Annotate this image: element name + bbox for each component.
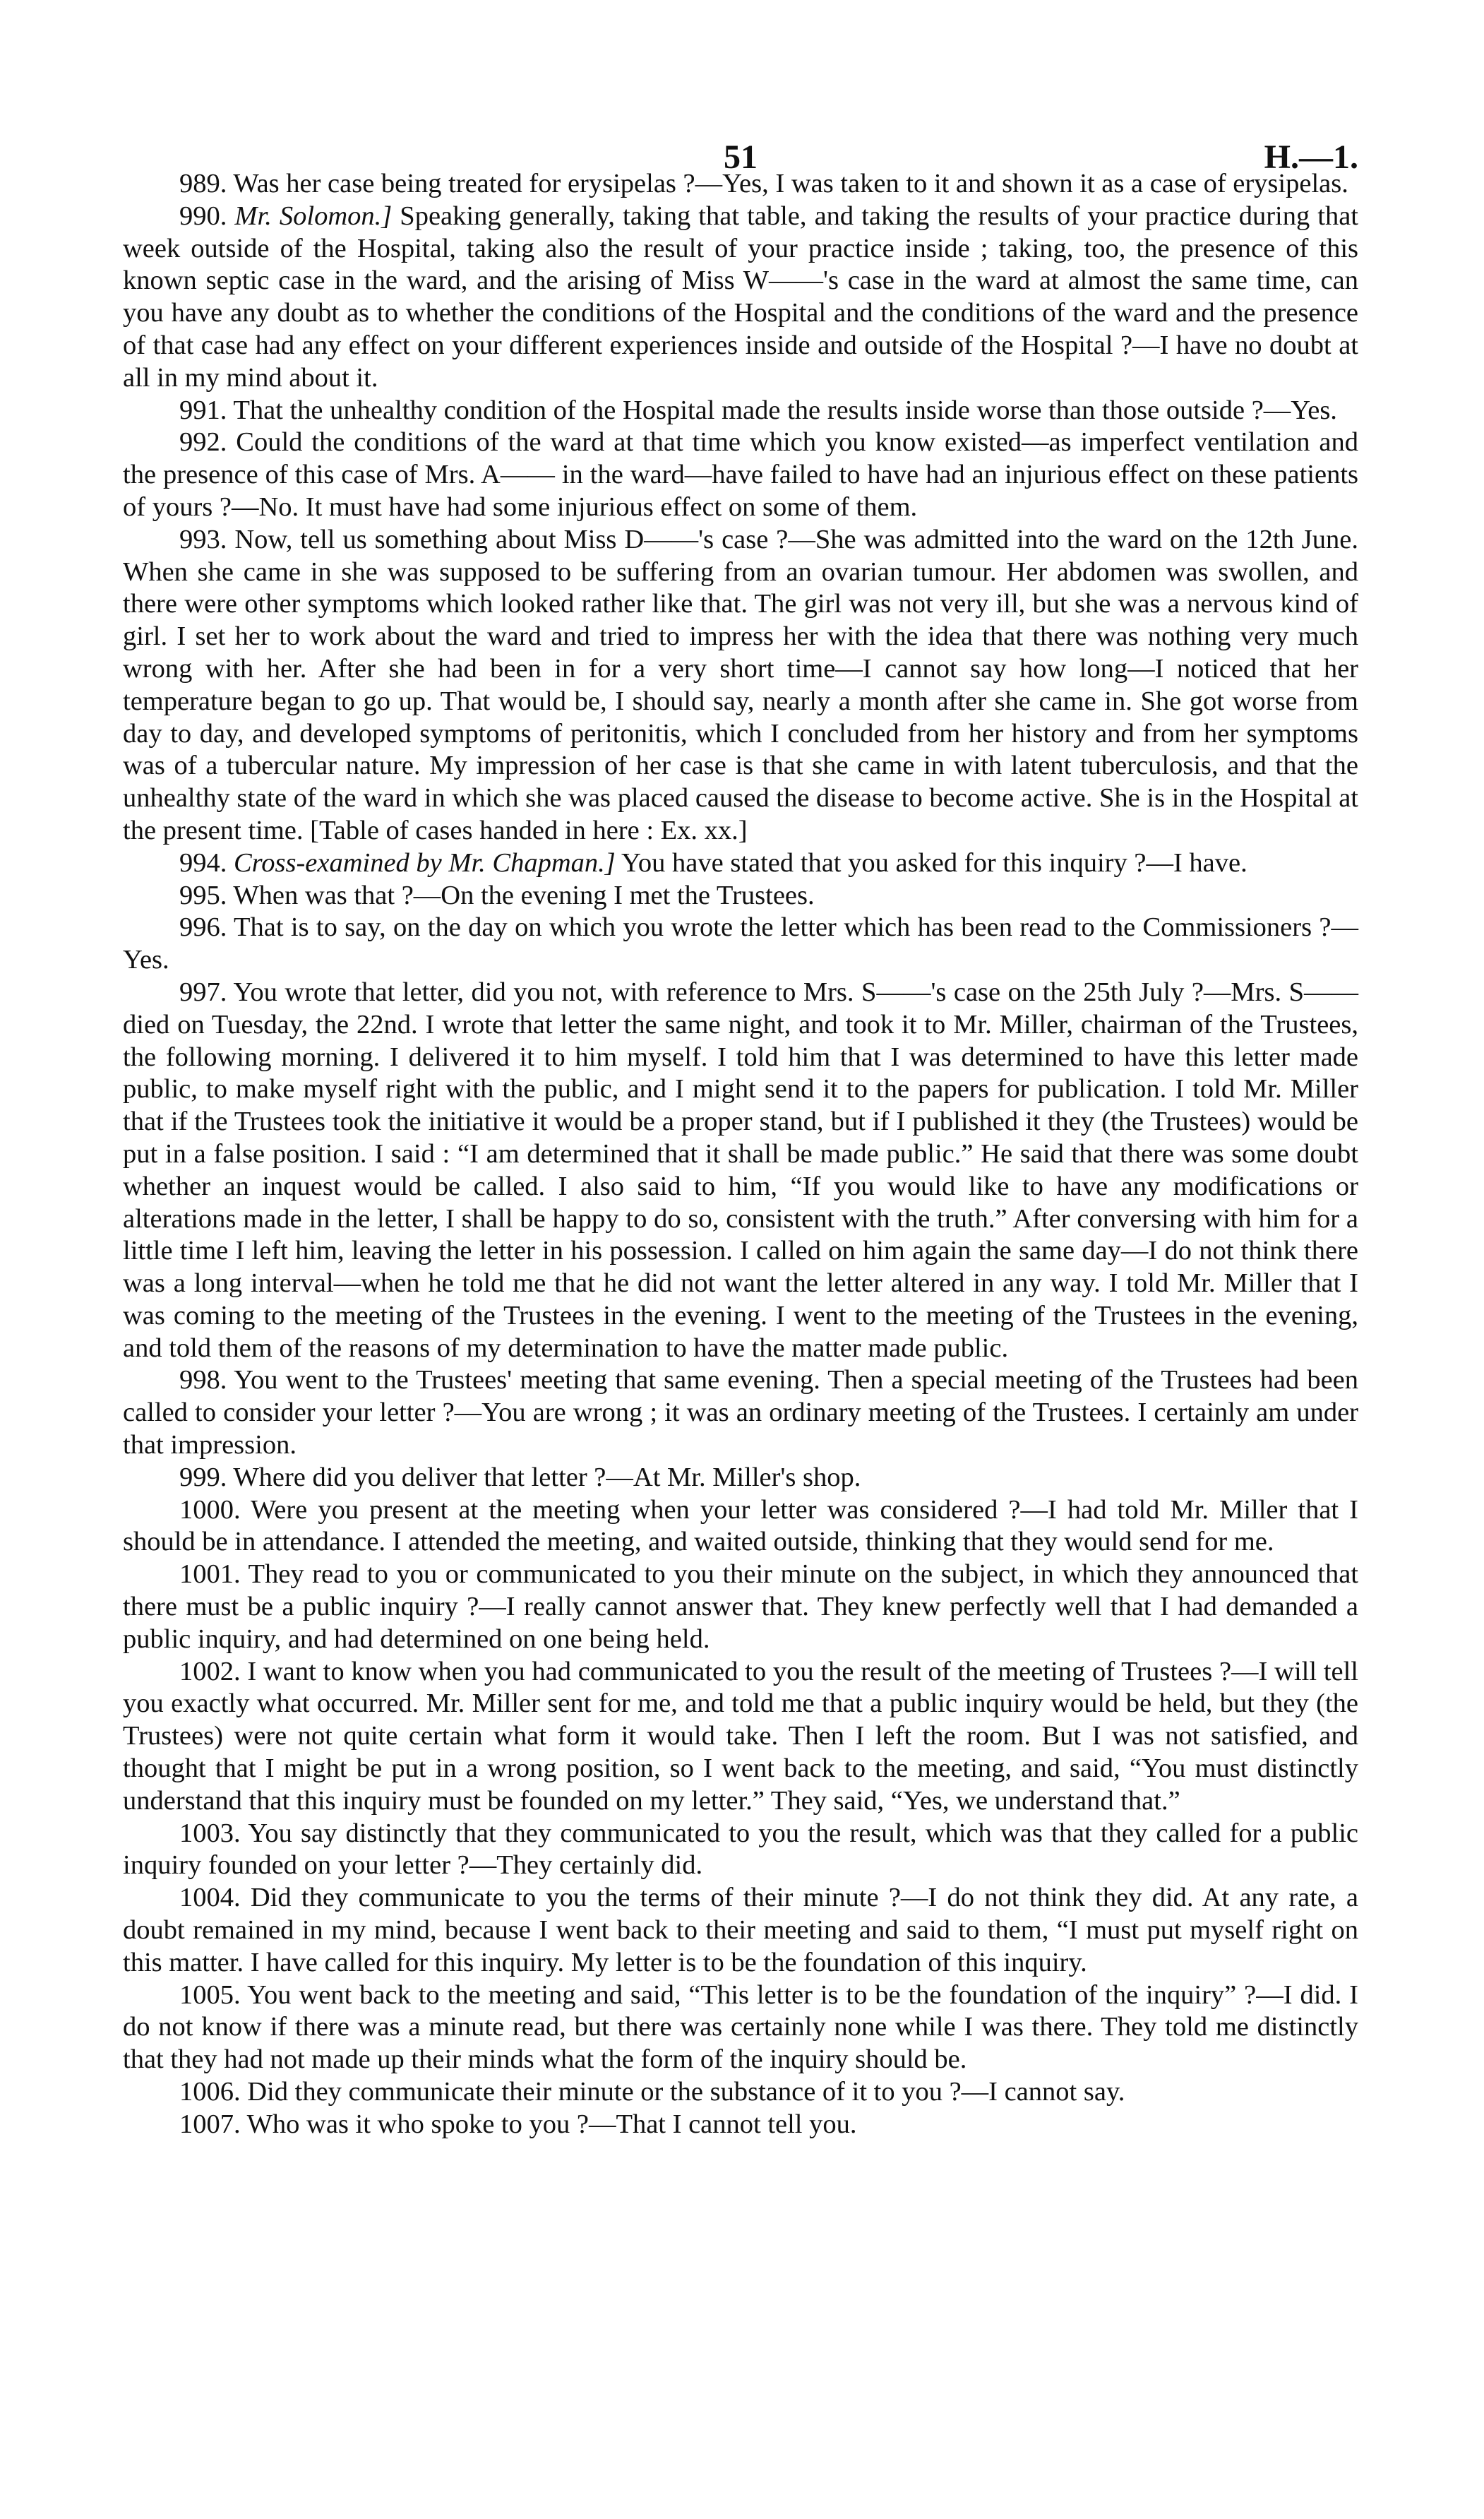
question-number: 1001. [179, 1559, 241, 1590]
question-paragraph [123, 977, 1358, 1365]
question-text: You went back to the meeting and said, “This letter is to be the foundation of the inquiry” ?—I did. I do not know if there was a minute read, but there was certainly none while I was there. They told me distinctly that they had not made up their minds what the form of the inquiry should be. [123, 1979, 1358, 2075]
speaker-lead: Cross-examined by Mr. Chapman.] [234, 847, 616, 878]
speaker-lead: Mr. Solomon.] [234, 201, 393, 231]
question-number: 991. [179, 395, 227, 425]
question-paragraph [123, 2076, 1358, 2109]
question-text: I want to know when you had communicated to you the result of the meeting of Trustees ?—I will tell you exactly what occurred. Mr. Miller sent for me, and told me that a public inquiry would be held, but they (the Trustees) were not quite certain what form it would take. Then I left the room. But I was not satisfied, and thought that I might be put in a wrong position, so I went back to the meeting, and said, “You must distinctly understand that this inquiry must be founded on my letter.” They said, “Yes, we understand that.” [123, 1656, 1359, 1816]
question-text: Were you present at the meeting when your letter was considered ?—I had told Mr. Miller that I should be in attendance. I attended the meeting, and waited outside, thinking that they would send for me. [123, 1494, 1358, 1557]
question-paragraph [123, 1462, 1358, 1494]
question-number: 1004. [179, 1883, 241, 1913]
question-paragraph [123, 201, 1358, 395]
question-text: That the unhealthy condition of the Hospital made the results inside worse than those outside ?—Yes. [233, 395, 1337, 425]
question-number: 1006. [179, 2077, 241, 2107]
question-text: You have stated that you asked for this inquiry ?—I have. [621, 847, 1247, 878]
question-number: 996. [179, 912, 227, 943]
question-number: 1002. [179, 1656, 241, 1686]
document-body [123, 168, 1358, 2141]
question-text: Who was it who spoke to you ?—That I cannot tell you. [246, 2109, 857, 2139]
question-paragraph [123, 1818, 1358, 1883]
question-number: 993. [179, 524, 227, 554]
question-paragraph [123, 847, 1358, 880]
question-paragraph [123, 1979, 1358, 2076]
question-text: Speaking generally, taking that table, and taking the results of your practice during that week outside of the Hospital, taking also the result of your practice inside ; taking, too, the presence of this known septic case in the ward, and the arising of Miss W——'s case in the ward at almost the same time, can you have any doubt as to whether the conditions of the Hospital and the conditions of the ward and the presence of that case had any effect on your different experiences inside and outside of the Hospital ?—I have no doubt at all in my mind about it. [123, 201, 1359, 393]
question-number: 1003. [179, 1818, 241, 1848]
question-number: 990. [179, 201, 227, 231]
question-text: You wrote that letter, did you not, with reference to Mrs. S——'s case on the 25th July ?—Mrs. S—— died on Tuesday, the 22nd. I wrote that letter the same night, and took it to Mr. Miller, chairman of the Trustees, the following morning. I delivered it to him myself. I told him that I was determined to have this letter made public, to make myself right with the public, and I might send it to the papers for publication. I told Mr. Miller that if the Trustees took the initiative it would be a proper stand, but if I published it they (the Trustees) would be put in a false position. I said : “I am determined that it shall be made public.” He said that there was some doubt whether an inquest would be called. I also said to him, “If you would like to have any modifications or alterations made in the letter, I shall be happy to do so, consistent with the truth.” After conversing with him for a little time I left him, leaving the letter in his possession. I called on him again the same day—I do not think there was a long interval—when he told me that he did not want the letter altered in any way. I told Mr. Miller that I was coming to the meeting of the Trustees in the evening. I went to the meeting of the Trustees in the evening, and told them of the reasons of my determination to have the matter made public. [123, 977, 1359, 1363]
question-text: They read to you or communicated to you their minute on the subject, in which they announced that there must be a public inquiry ?—I really cannot answer that. They knew perfectly well that I had demanded a public inquiry, and had determined on one being held. [123, 1559, 1358, 1654]
question-number: 994. [179, 847, 227, 878]
question-paragraph [123, 427, 1358, 523]
question-paragraph [123, 395, 1358, 427]
question-text: Now, tell us something about Miss D——'s case ?—She was admitted into the ward on the 12th June. When she came in she was supposed to be suffering from an ovarian tumour. Her abdomen was swollen, and there were other symptoms which looked rather like that. The girl was not very ill, but she was a nervous kind of girl. I set her to work about the ward and tried to impress her with the idea that there was nothing very much wrong with her. After she had been in for a very short time—I cannot say how long—I noticed that her temperature began to go up. That would be, I should say, nearly a month after she came in. She got worse from day to day, and developed symptoms of peritonitis, which I concluded from her history and from her symptoms was of a tubercular nature. My impression of her case is that she came in with latent tuberculosis, and that the unhealthy state of the ward in which she was placed caused the disease to become active. She is in the Hospital at the present time. [Table of cases handed in here : Ex. xx.] [123, 524, 1358, 845]
question-number: 1000. [179, 1494, 241, 1525]
page-number: 51 [724, 138, 758, 176]
question-paragraph [123, 1559, 1358, 1655]
question-text: That is to say, on the day on which you wrote the letter which has been read to the Commissioners ?—Yes. [123, 912, 1358, 975]
question-text: You say distinctly that they communicated to you the result, which was that they called for a public inquiry founded on your letter ?—They certainly did. [123, 1818, 1358, 1881]
question-text: When was that ?—On the evening I met the Trustees. [233, 880, 815, 910]
series-label: H.—1. [1264, 138, 1358, 176]
question-number: 995. [179, 880, 227, 910]
question-number: 999. [179, 1462, 227, 1492]
question-text: Did they communicate to you the terms of their minute ?—I do not think they did. At any rate, a doubt remained in my mind, because I went back to their meeting and said to them, “I must put myself right on this matter. I have called for this inquiry. My letter is to be the foundation of this inquiry. [123, 1883, 1359, 1977]
question-text: You went to the Trustees' meeting that same evening. Then a special meeting of the Trustees had been called to consider your letter ?—You are wrong ; it was an ordinary meeting of the Trustees. I certainly am under that impression. [123, 1365, 1358, 1460]
question-paragraph [123, 912, 1358, 977]
question-text: Was her case being treated for erysipelas ?—Yes, I was taken to it and shown it as a case of erysipelas. [233, 169, 1348, 198]
question-number: 997. [179, 977, 227, 1007]
question-paragraph [123, 168, 1358, 201]
question-number: 1005. [179, 1979, 241, 2010]
question-text: Did they communicate their minute or the substance of it to you ?—I cannot say. [247, 2077, 1125, 2107]
question-paragraph [123, 2109, 1358, 2141]
question-paragraph [123, 880, 1358, 912]
question-number: 992. [179, 427, 227, 458]
question-paragraph [123, 1882, 1358, 1979]
question-paragraph [123, 1364, 1358, 1461]
question-number: 989. [179, 169, 227, 198]
question-number: 1007. [179, 2109, 241, 2139]
question-paragraph [123, 1494, 1358, 1559]
question-text: Could the conditions of the ward at that time which you know existed—as imperfect ventilation and the presence of this case of Mrs. A—— in the ward—have failed to have had an injurious effect on these patients of yours ?—No. It must have had some injurious effect on some of them. [123, 427, 1359, 522]
question-text: Where did you deliver that letter ?—At Mr. Miller's shop. [233, 1462, 861, 1492]
question-number: 998. [179, 1365, 227, 1395]
question-paragraph [123, 1656, 1358, 1818]
question-paragraph [123, 524, 1358, 847]
